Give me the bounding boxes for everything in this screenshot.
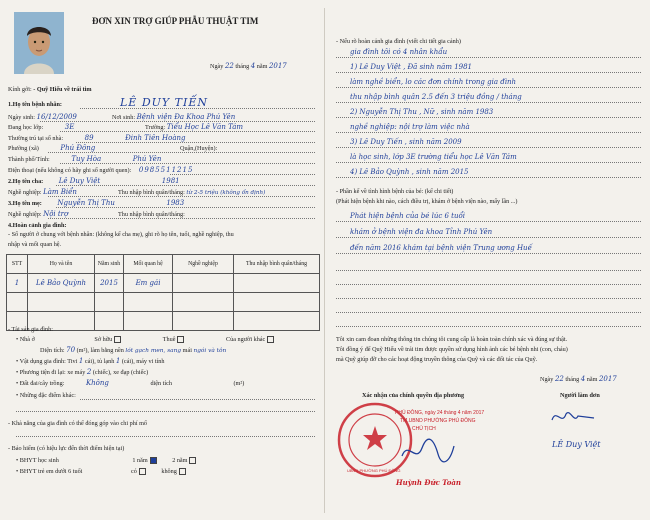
rent-checkbox[interactable] <box>177 336 184 343</box>
form-date: Ngày 22 tháng 4 năm 2017 <box>210 62 287 70</box>
handwritten-line: làm nghề biển, lo các đơn chính trong gia đình <box>350 78 516 86</box>
father-job-row: Nghề nghiệp: Làm Biển <box>8 188 77 196</box>
insurance-2yr-checkbox[interactable] <box>189 457 196 464</box>
handwritten-line: thu nhập bình quân 2.5 đến 3 triệu đồng / tháng <box>350 93 522 101</box>
handwritten-line: Phát hiện bệnh của bé lúc 6 tuổi <box>350 212 466 220</box>
insurance-child-row: • BHYT trẻ em dưới 6 tuổi có không <box>16 468 186 475</box>
mother-income-label: Thu nhập bình quân/tháng: <box>118 211 185 218</box>
contribution-label: - Khả năng của gia đình có thể đóng góp vào chi phí mổ <box>8 420 148 427</box>
pob-row: Nơi sinh: Bệnh viện Đa Khoa Phú Yên <box>112 113 236 121</box>
handwritten-line: 2) Nguyễn Thị Thu , Nữ , sinh năm 1983 <box>350 108 494 116</box>
father-income-row: Thu nhập bình quân/tháng: từ 2-5 triệu (không ổn định) <box>118 189 266 196</box>
table-cell <box>173 274 234 293</box>
table-header-cell: Thu nhập bình quân/tháng <box>234 255 320 274</box>
local-authority-label: Xác nhận của chính quyền địa phương <box>362 392 465 399</box>
table-cell <box>234 274 320 293</box>
confirm-note-2: TM.UBND PHƯỜNG PHÚ ĐÔNG <box>400 418 476 424</box>
applicant-name: LÊ Duy Việt <box>552 440 601 449</box>
recipient-line: Kính gởi: - Quỹ Hiếu về trái tim <box>8 86 92 93</box>
patient-photo <box>14 12 64 74</box>
handwritten-line: là học sinh, lớp 3E trường tiểu học Lê Văn Tám <box>350 153 517 161</box>
assets-label: - Tài sản gia đình: <box>8 326 53 333</box>
column-divider <box>324 8 325 513</box>
father-row: 2.Họ tên cha: Lê Duy Việt 1981 <box>8 177 180 185</box>
family-note-1: - Số người ở chung với bệnh nhân: (không kể cha mẹ), ghi rõ họ tên, tuổi, nghề nghiệp, thu <box>8 231 234 238</box>
official-name: Huỳnh Đức Toàn <box>396 478 461 487</box>
table-cell: 2015 <box>95 274 124 293</box>
table-cell: Lê Bảo Quỳnh <box>28 274 95 293</box>
insurance-label: - Bảo hiểm (có hiệu lực đến thời điểm hiện tại) <box>8 445 125 452</box>
dob-row: Ngày sinh: 16/12/2009 <box>8 113 77 121</box>
table-row <box>7 274 320 293</box>
applicant-label: Người làm đơn <box>560 392 600 399</box>
family-situation-label: - Nếu rõ hoàn cảnh gia đình (viết chi tiết gia cảnh) <box>336 38 461 45</box>
table-header-cell: Họ và tên <box>28 255 95 274</box>
patient-name: LÊ DUY TIẾN <box>120 96 209 109</box>
insurance-yes-checkbox[interactable] <box>139 468 146 475</box>
family-note-2: nhập và mối quan hệ. <box>8 241 62 248</box>
other-features-label: • Những đặc điểm khác: <box>16 392 76 399</box>
family-members-table <box>6 254 320 331</box>
table-header-cell: STT <box>7 255 28 274</box>
medical-history-hint: (Phát hiện bệnh khi nào, cách điều trị, khám ở bệnh viện nào, mấy lần ...) <box>336 198 518 205</box>
form-title: ĐƠN XIN TRỢ GIÚP PHẪU THUẬT TIM <box>92 16 259 26</box>
handwritten-line: gia đình tôi có 4 nhân khẩu <box>350 48 448 56</box>
goods-row: • Vật dụng gia đình: Tivi 1 cái), tủ lạnh 1 (cái), máy vi tính <box>16 357 165 365</box>
insurance-no-checkbox[interactable] <box>179 468 186 475</box>
handwritten-line: khám ở bệnh viện đa khoa Tỉnh Phú Yên <box>350 228 493 236</box>
vehicle-row: • Phương tiện đi lại: xe máy 2 (chiếc), xe đạp (chiếc) <box>16 368 149 376</box>
table-header-cell: Nghề nghiệp <box>173 255 234 274</box>
table-row <box>7 293 320 312</box>
other-owner-checkbox[interactable] <box>267 336 274 343</box>
handwritten-line: đến năm 2016 khám tại bệnh viện Trung ương Huế <box>350 244 532 252</box>
official-signature <box>398 436 458 466</box>
phone-row: Điện thoại (nếu không có hãy ghi số người quen): 0985511215 <box>8 166 194 174</box>
land-row: • Đất đai/cây trồng: Không diện tích (m²) <box>16 379 245 387</box>
district-label: Quận,(Huyện): <box>180 145 218 152</box>
housing-row: • Nhà ở Sở hữu Thuê Của người khác <box>16 336 274 343</box>
table-header-cell: Năm sinh <box>95 255 124 274</box>
applicant-signature <box>548 404 598 430</box>
patient-name-label: 1.Họ tên bệnh nhân: <box>8 101 62 108</box>
table-row <box>7 312 320 331</box>
sign-date: Ngày 22 tháng 4 năm 2017 <box>540 375 617 383</box>
stamp-text: UBND PHƯỜNG PHÚ ĐÔNG <box>347 468 401 473</box>
mother-job-row: Nghề nghiệp: Nội trợ <box>8 210 69 218</box>
handwritten-line: 3) Lê Duy Tiến , sinh năm 2009 <box>350 138 462 146</box>
handwritten-line: 4) Lê Bảo Quỳnh , sinh năm 2015 <box>350 168 469 176</box>
address-row: Thường trú tại số nhà: 89 Đinh Tiên Hoàng <box>8 134 186 142</box>
declaration-2: Tôi đồng ý để Quỹ Hiếu về trái tim được quyền sử dụng hình ảnh các bé bệnh nhi (con, cháu) <box>336 346 568 353</box>
table-header-cell: Mối quan hệ <box>124 255 173 274</box>
family-section-label: 4.Hoàn cảnh gia đình: <box>8 222 67 229</box>
class-row: Đang học lớp: 3E <box>8 123 75 131</box>
city-row: Thành phố/Tỉnh: Tuy Hòa Phú Yên <box>8 155 162 163</box>
area-row: Diện tích: 70 (m²), làm bằng nền lót gạch men, sang mái ngói và tôn <box>40 346 227 354</box>
declaration-3: mà Quỹ giúp đỡ cho các hoạt động truyền thông của Quỹ và các đối tác của Quỹ. <box>336 356 538 363</box>
mother-row: 3.Họ tên mẹ: Nguyễn Thị Thu 1983 <box>8 199 185 207</box>
school-row: Trường: Tiểu Học Lê Văn Tám <box>145 123 244 131</box>
table-cell: 1 <box>7 274 28 293</box>
declaration-1: Tôi xin cam đoan những thông tin chúng tôi cung cấp là hoàn toàn chính xác và đúng sự thật. <box>336 336 568 343</box>
confirm-note-1: PHÚ ĐÔNG, ngày 24 tháng 4 năm 2017 <box>395 410 485 416</box>
table-cell: Em gái <box>124 274 173 293</box>
table-header-row <box>7 255 320 274</box>
handwritten-line: 1) Lê Duy Việt , Đã sinh năm 1981 <box>350 63 473 71</box>
insurance-1yr-checkbox[interactable] <box>150 457 157 464</box>
handwritten-line: nghề nghiệp: nội trợ làm việc nhà <box>350 123 470 131</box>
confirm-note-3: CHỦ TỊCH <box>412 426 436 432</box>
ward-row: Phường (xã) Phú Đông <box>8 144 96 152</box>
own-checkbox[interactable] <box>114 336 121 343</box>
medical-history-label: - Phần kể về tình hình bệnh của bé: (kể chi tiết) <box>336 188 454 195</box>
insurance-student-row: • BHYT học sinh 1 năm 2 năm <box>16 457 196 464</box>
